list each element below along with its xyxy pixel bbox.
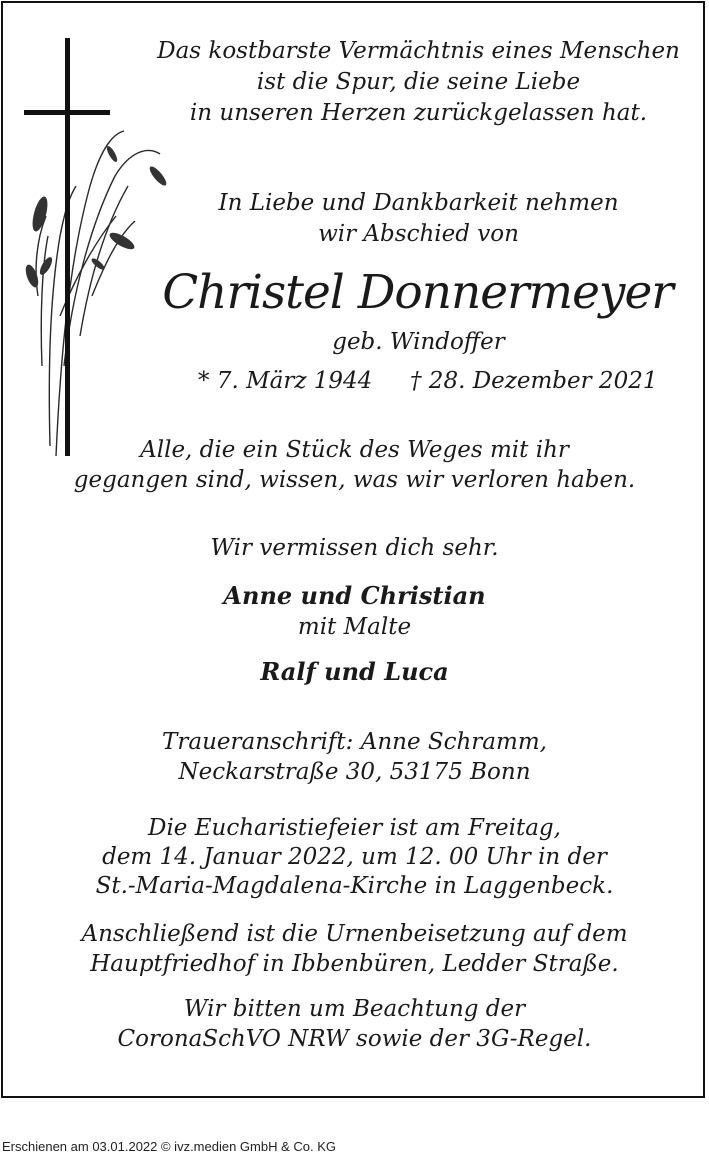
burial-line-1: Anschließend ist die Urnenbeisetzung auf dem <box>81 921 628 947</box>
poem-line-2: ist die Spur, die seine Liebe <box>256 69 581 95</box>
service-line-2: dem 14. Januar 2022, um 12. 00 Uhr in der <box>102 844 607 870</box>
deceased-name: Christel Donnermeyer <box>162 265 673 320</box>
birth-name: geb. Windoffer <box>332 329 505 355</box>
family-group-1-sub: mit Malte <box>297 614 412 640</box>
poem-line-1: Das kostbarste Vermächtnis eines Menschen <box>157 38 680 64</box>
publication-footer: Erschienen am 03.01.2022 © ivz.medien GmbH & Co. KG <box>2 1139 337 1154</box>
family-group-2: Ralf und Luca <box>260 657 449 686</box>
intro-line-2: wir Abschied von <box>318 221 519 247</box>
family-group-1: Anne und Christian <box>223 581 486 610</box>
birth-date: * 7. März 1944 <box>198 368 373 394</box>
miss-text: Wir vermissen dich sehr. <box>210 535 499 561</box>
address-line-2: Neckarstraße 30, 53175 Bonn <box>178 759 531 785</box>
service-line-1: Die Eucharistiefeier ist am Freitag, <box>148 815 561 841</box>
quote-line-1: Alle, die ein Stück des Weges mit ihr <box>140 437 569 463</box>
notice-line-1: Wir bitten um Beachtung der <box>183 996 526 1022</box>
service-line-3: St.-Maria-Magdalena-Kirche in Laggenbeck. <box>95 873 614 899</box>
burial-line-2: Hauptfriedhof in Ibbenbüren, Ledder Straße. <box>90 951 619 977</box>
intro-line-1: In Liebe und Dankbarkeit nehmen <box>218 190 619 216</box>
poem-line-3: in unseren Herzen zurückgelassen hat. <box>189 100 648 126</box>
quote-line-2: gegangen sind, wissen, was wir verloren haben. <box>73 467 636 493</box>
death-date: † 28. Dezember 2021 <box>410 368 658 394</box>
address-line-1: Traueranschrift: Anne Schramm, <box>162 729 547 755</box>
notice-line-2: CoronaSchVO NRW sowie der 3G-Regel. <box>117 1026 592 1052</box>
